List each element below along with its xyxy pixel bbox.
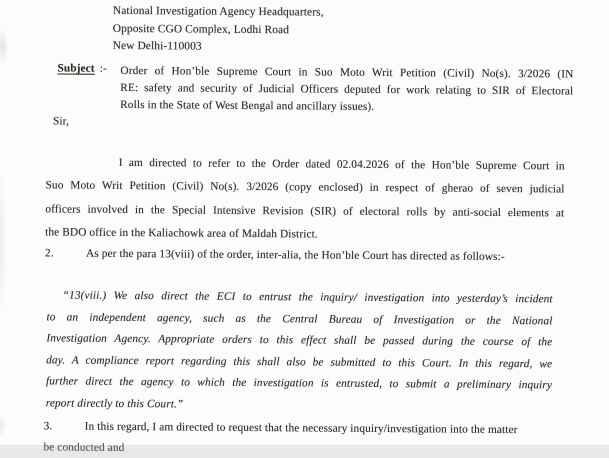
paragraph-3-number: 3. [43, 420, 53, 433]
sender-address-line: New Delhi-110003 [112, 40, 202, 53]
sender-address-line: Opposite CGO Complex, Lodhi Road [112, 22, 290, 36]
paragraph-3-text: In this regard, I am directed to request that the necessary inquiry/investigation into the matter [84, 420, 518, 437]
intro-paragraph-line: I am directed to refer to the Order dated 02.04.2026 of the Hon’ble Supreme Court in [118, 156, 565, 173]
intro-paragraph-line: officers involved in the Special Intensive Revision (SIR) of electoral rolls by anti-social elements at [45, 203, 565, 220]
paragraph-3 [44, 420, 565, 436]
paragraph-2-number: 2. [44, 247, 54, 260]
paragraph-2 [45, 247, 566, 263]
intro-paragraph-line: Suo Moto Writ Petition (Civil) No(s). 3/2026 (copy enclosed) in respect of gherao of seven judicial [45, 179, 565, 196]
subject-line: Rolls in the State of West Bengal and ancillary issues). [120, 99, 375, 114]
court-quote-line: to an independent agency, such as the Central Bureau of Investigation or the National [46, 310, 553, 327]
subject-line: RE: safety and security of Judicial Officers deputed for work relating to SIR of Electoral [120, 82, 574, 98]
intro-paragraph-line: the BDO office in the Kaliachowk area of Maldah District. [45, 226, 318, 241]
subject-label-row [57, 62, 106, 74]
court-quote-line: “13(viii.) We also direct the ECI to entrust the inquiry/ investigation into yesterday’s incident [62, 289, 553, 306]
sender-address-line: National Investigation Agency Headquarters, [112, 4, 324, 19]
court-quote-line: day. A compliance report regarding this shall also be submitted to this Court. In this regard, we [46, 354, 553, 371]
court-order-quote-block [46, 285, 553, 419]
court-quote-line: further direct the agency to which the investigation is entrusted, to submit a preliminary inquiry [45, 375, 553, 392]
salutation: Sir, [53, 115, 70, 128]
intro-paragraph [45, 151, 565, 249]
paragraph-2-text: As per the para 13(viii) of the order, inter-alia, the Hon’ble Court has directed as follows:- [85, 247, 505, 263]
paragraph-3-partial-cutoff-line: be conducted and [43, 441, 125, 454]
subject-line: Order of Hon’ble Supreme Court in Suo Moto Writ Petition (Civil) No(s). 3/2026 (IN [120, 64, 574, 81]
court-quote-line: report directly to this Court.” [45, 397, 184, 411]
sender-address-block [113, 3, 324, 57]
court-quote-line: Investigation Agency. Appropriate orders to this effect shall be passed during the course of the [46, 332, 553, 349]
subject-separator: :- [99, 62, 107, 75]
subject-text-block [120, 63, 573, 118]
subject-label: Subject [57, 62, 95, 75]
